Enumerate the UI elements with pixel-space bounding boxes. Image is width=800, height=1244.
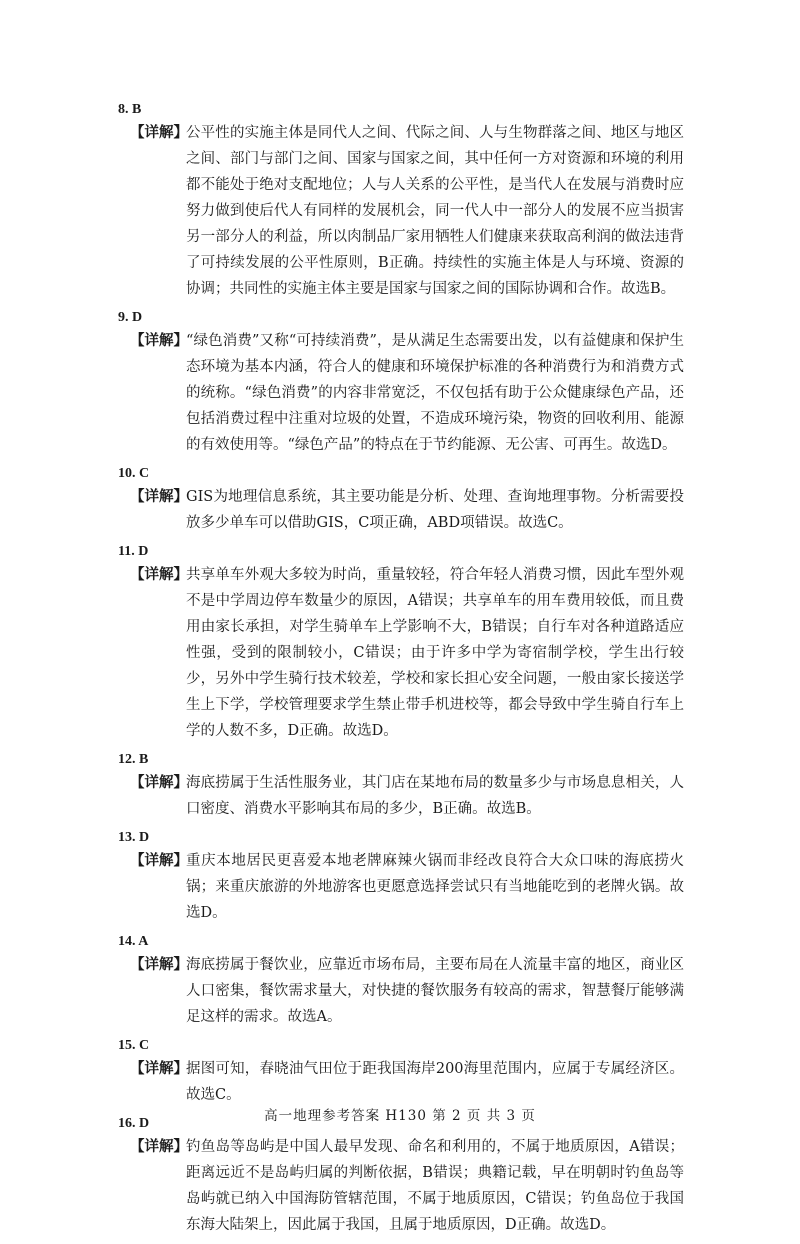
explanation-text: GIS为地理信息系统，其主要功能是分析、处理、查询地理事物。分析需要投放多少单车可以借助GIS，C项正确，ABD项错误。故选C。 bbox=[186, 489, 684, 531]
question-number: 13. D bbox=[118, 830, 150, 845]
explanation-tag: 【详解】 bbox=[130, 852, 188, 869]
explanation bbox=[130, 952, 684, 1030]
explanation-tag: 【详解】 bbox=[130, 488, 188, 505]
answer-list bbox=[0, 100, 800, 1244]
explanation-text: 公平性的实施主体是同代人之间、代际之间、人与生物群落之间、地区与地区之间、部门与部门之间、国家与国家之间，其中任何一方对资源和环境的利用都不能处于绝对支配地位；人与人关系的公平性，是当代人在发展与消费时应努力做到使后代人有同样的发展机会，同一代人中一部分人的发展不应当损害另一部分人的利益，所以肉制品厂家用牺牲人们健康来获取高利润的做法违背了可持续发展的公平性原则，B正确。持续性的实施主体是人与环境、资源的协调；共同性的实施主体主要是国家与国家之间的国际协调和合作。故选B。 bbox=[186, 125, 684, 297]
explanation-text: “绿色消费”又称“可持续消费”，是从满足生态需要出发，以有益健康和保护生态环境为基本内涵，符合人的健康和环境保护标准的各种消费行为和消费方式的统称。“绿色消费”的内容非常宽泛，不仅包括有助于公众健康绿色产品，还包括消费过程中注重对垃圾的处置，不造成环境污染，物资的回收利用、能源的有效使用等。“绿色产品”的特点在于节约能源、无公害、可再生。故选D。 bbox=[186, 333, 684, 453]
question-10 bbox=[0, 464, 800, 536]
explanation-text: 钓鱼岛等岛屿是中国人最早发现、命名和利用的，不属于地质原因，A错误；距离远近不是岛屿归属的判断依据，B错误；典籍记载，早在明朝时钓鱼岛等岛屿就已纳入中国海防管辖范围，不属于地质原因，C错误；钓鱼岛位于我国东海大陆架上，因此属于我国，且属于地质原因，D正确。故选D。 bbox=[186, 1139, 684, 1233]
question-number: 11. D bbox=[118, 544, 149, 559]
question-number: 10. C bbox=[118, 466, 150, 481]
explanation-tag: 【详解】 bbox=[130, 956, 188, 973]
explanation bbox=[130, 562, 684, 744]
question-number: 14. A bbox=[118, 934, 149, 949]
explanation bbox=[130, 120, 684, 302]
question-13 bbox=[0, 828, 800, 926]
explanation-text: 共享单车外观大多较为时尚，重量较轻，符合年轻人消费习惯，因此车型外观不是中学周边停车数量少的原因，A错误；共享单车的用车费用较低，而且费用由家长承担，对学生骑单车上学影响不大，B错误；自行车对各种道路适应性强，受到的限制较小，C错误；由于许多中学为寄宿制学校，学生出行较少，另外中学生骑行技术较差，学校和家长担心安全问题，一般由家长接送学生上下学，学校管理要求学生禁止带手机进校等，都会导致中学生骑自行车上学的人数不多，D正确。故选D。 bbox=[186, 567, 684, 739]
question-12 bbox=[0, 750, 800, 822]
explanation-tag: 【详解】 bbox=[130, 332, 188, 349]
explanation bbox=[130, 770, 684, 822]
explanation-tag: 【详解】 bbox=[130, 124, 188, 141]
explanation-tag: 【详解】 bbox=[130, 566, 188, 583]
question-8 bbox=[0, 100, 800, 302]
question-11 bbox=[0, 542, 800, 744]
explanation bbox=[130, 1056, 684, 1108]
question-number: 9. D bbox=[118, 310, 143, 325]
explanation-text: 重庆本地居民更喜爱本地老牌麻辣火锅而非经改良符合大众口味的海底捞火锅；来重庆旅游的外地游客也更愿意选择尝试只有当地能吃到的老牌火锅。故选D。 bbox=[186, 853, 684, 921]
question-number: 16. D bbox=[118, 1116, 150, 1131]
explanation-tag: 【详解】 bbox=[130, 1138, 188, 1155]
explanation-text: 海底捞属于生活性服务业，其门店在某地布局的数量多少与市场息息相关，人口密度、消费水平影响其布局的多少，B正确。故选B。 bbox=[186, 775, 684, 817]
explanation-text: 据图可知，春晓油气田位于距我国海岸200海里范围内，应属于专属经济区。故选C。 bbox=[186, 1061, 684, 1103]
question-number: 12. B bbox=[118, 752, 149, 767]
explanation bbox=[130, 484, 684, 536]
explanation-tag: 【详解】 bbox=[130, 1060, 188, 1077]
question-number: 8. B bbox=[118, 102, 142, 117]
question-16 bbox=[0, 1114, 800, 1238]
explanation-tag: 【详解】 bbox=[130, 774, 188, 791]
question-14 bbox=[0, 932, 800, 1030]
explanation bbox=[130, 848, 684, 926]
page-footer: 高一地理参考答案 H130 第 2 页 共 3 页 bbox=[264, 1108, 536, 1124]
explanation bbox=[130, 1134, 684, 1238]
explanation-text: 海底捞属于餐饮业，应靠近市场布局，主要布局在人流量丰富的地区，商业区人口密集，餐饮需求量大，对快捷的餐饮服务有较高的需求，智慧餐厅能够满足这样的需求。故选A。 bbox=[186, 957, 684, 1025]
question-number: 15. C bbox=[118, 1038, 150, 1053]
explanation bbox=[130, 328, 684, 458]
question-15 bbox=[0, 1036, 800, 1108]
question-9 bbox=[0, 308, 800, 458]
